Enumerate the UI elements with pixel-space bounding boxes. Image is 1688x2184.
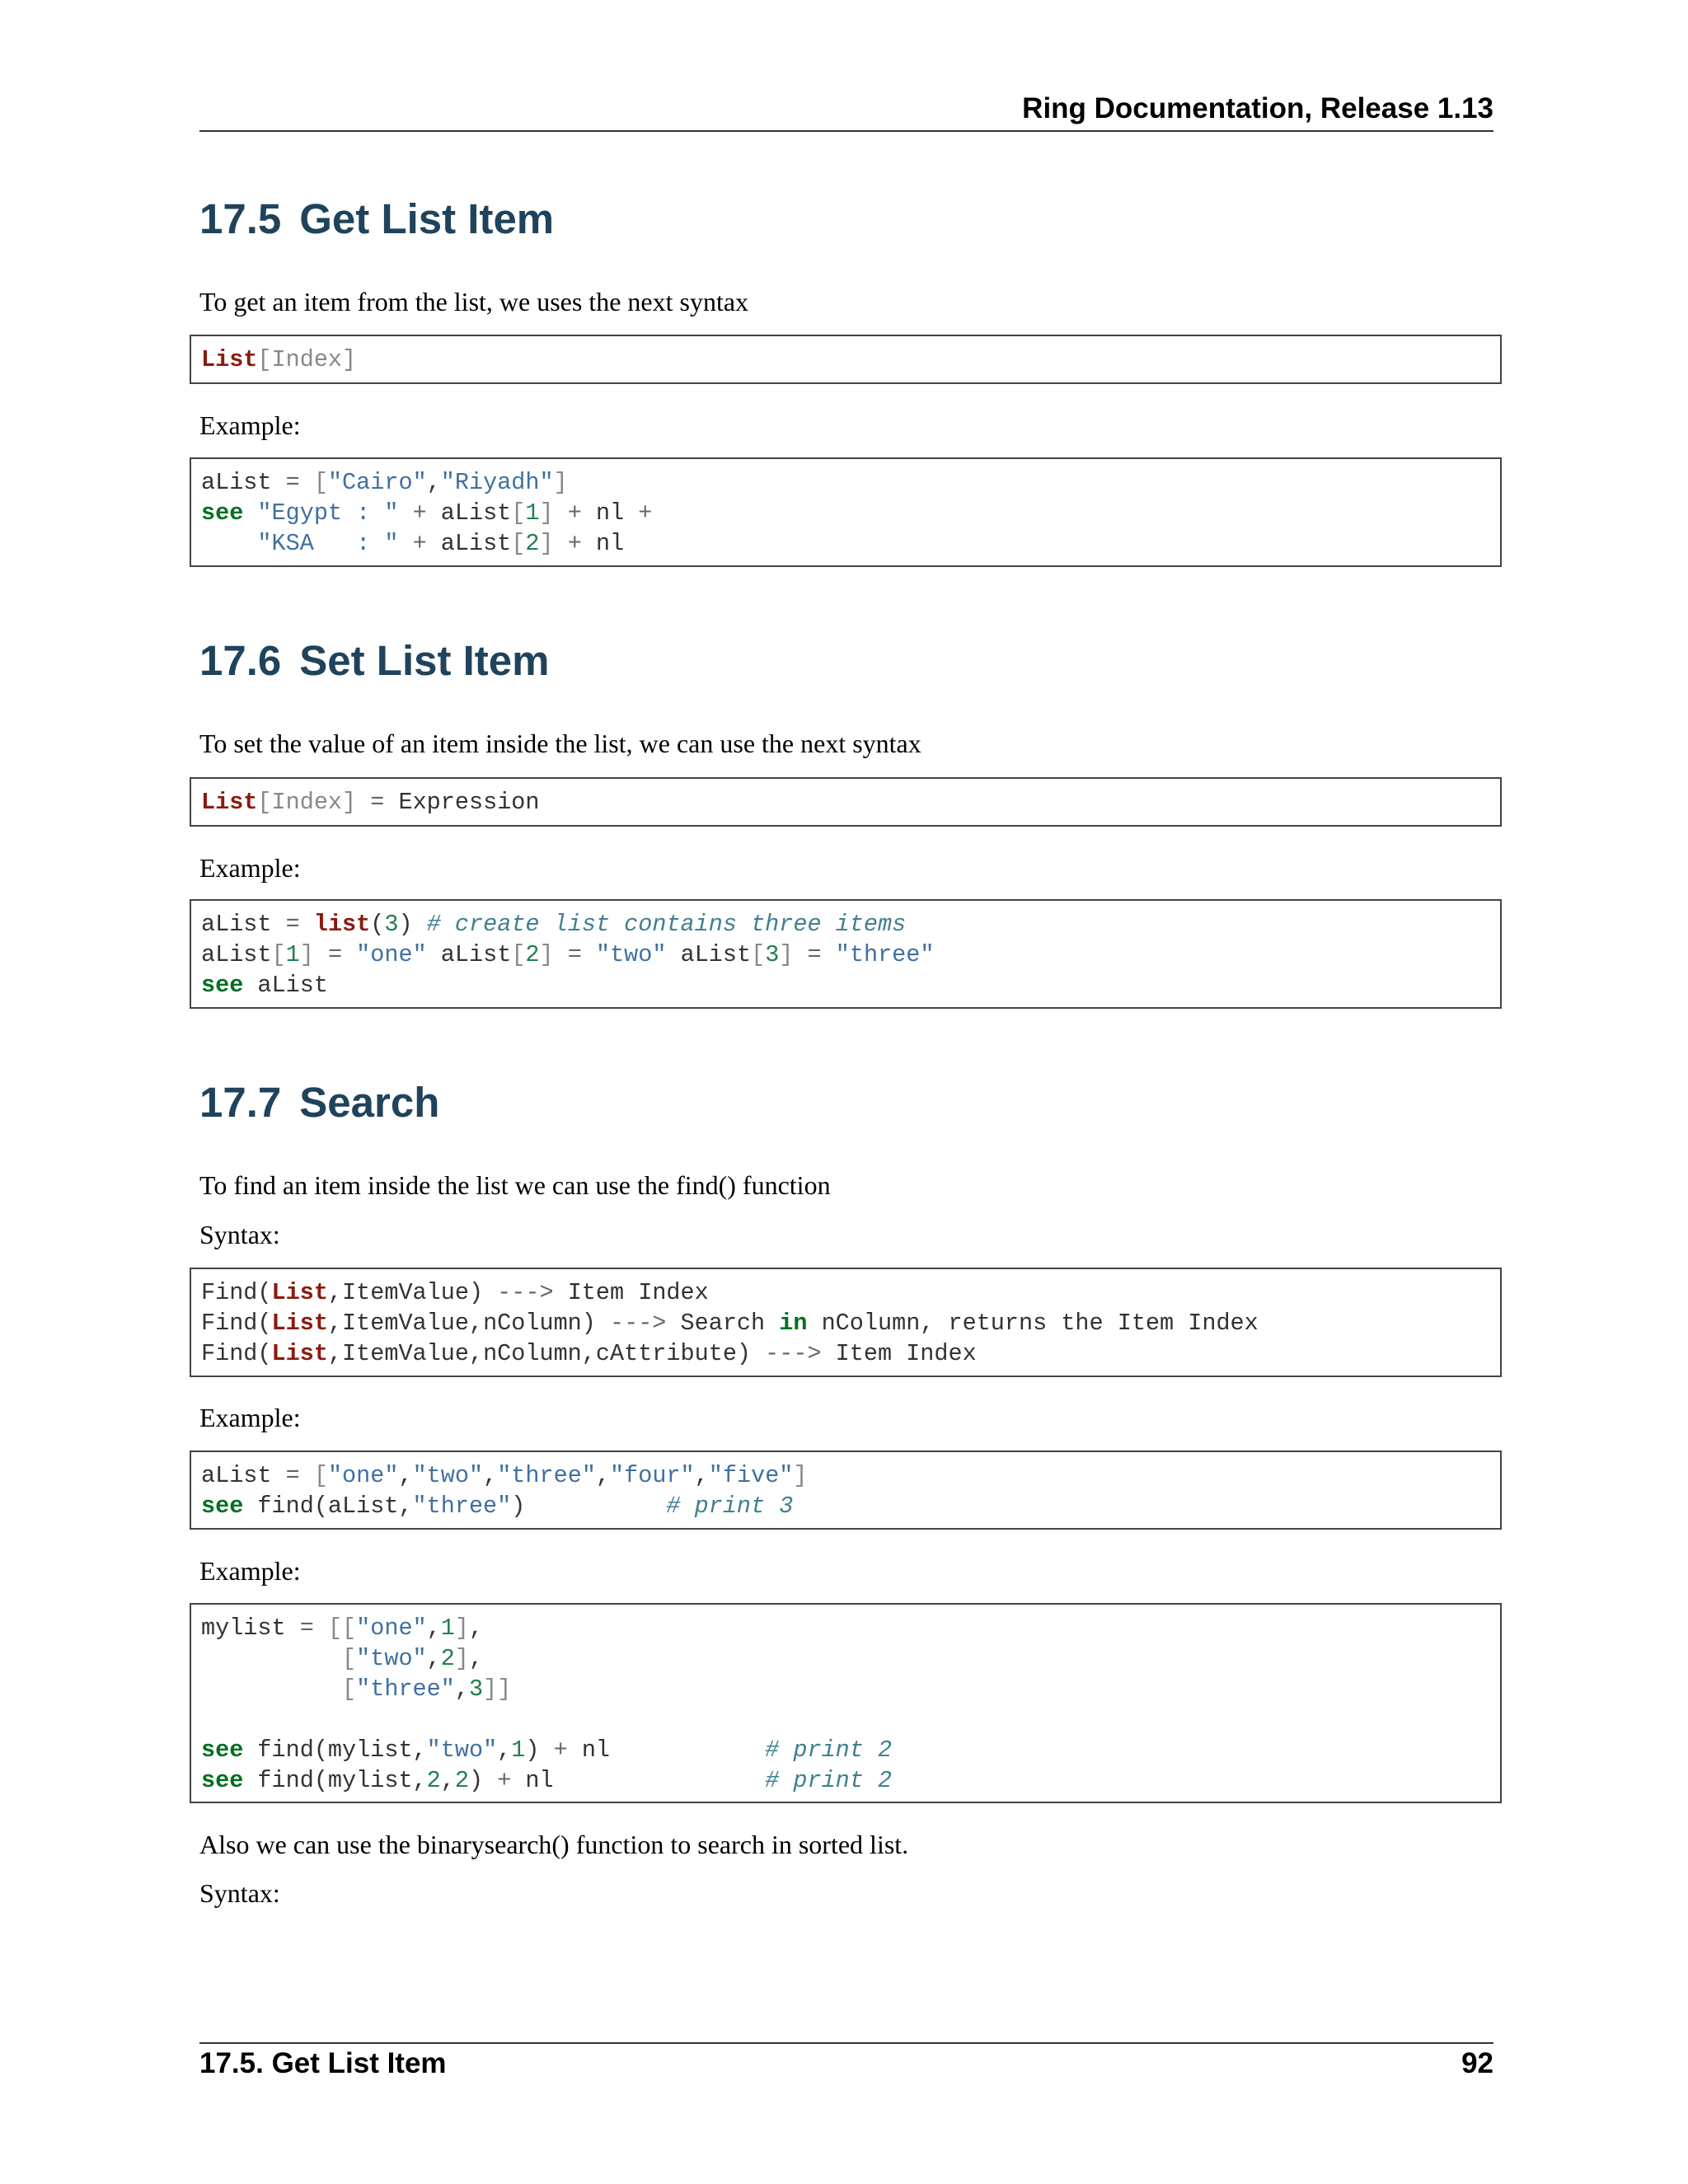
code-line	[201, 909, 1490, 940]
code-token-code-text: ,	[497, 1736, 512, 1764]
code-token-number: 3	[468, 1675, 484, 1703]
code-token-string: "three"	[835, 941, 935, 968]
code-token-code-text: Expression	[384, 789, 540, 816]
code-token-operator: +	[412, 530, 427, 557]
code-token-code-text: ,	[426, 1615, 441, 1642]
code-token-operator: =	[285, 911, 300, 938]
code-token-code-text: ,ItemValue)	[327, 1279, 498, 1306]
example-label: Example:	[199, 410, 301, 440]
code-line	[201, 467, 1490, 498]
code-token-number: 2	[525, 530, 540, 557]
code-token-code-text	[793, 941, 807, 968]
code-token-punctuation: [	[313, 1462, 328, 1489]
code-token-code-text	[300, 1462, 314, 1489]
code-token-string: "one"	[356, 1615, 427, 1642]
paragraph: To find an item inside the list we can use the find() function	[199, 1170, 831, 1200]
code-token-punctuation: [Index]	[257, 789, 357, 816]
header-rule	[199, 130, 1493, 132]
code-line	[201, 1277, 1490, 1308]
code-token-builtin: List	[201, 346, 258, 373]
code-token-code-text: find(aList,	[243, 1493, 413, 1520]
footer-rule	[199, 2042, 1493, 2044]
code-token-code-text: aList	[201, 1462, 286, 1489]
code-token-punctuation: ]	[539, 941, 554, 968]
code-token-code-text: ,	[426, 469, 441, 496]
code-token-operator: =	[285, 469, 300, 496]
code-token-operator: =	[285, 1462, 300, 1489]
code-token-punctuation: [	[271, 941, 286, 968]
code-line	[201, 970, 1490, 1001]
code-token-code-text: Find(	[201, 1279, 272, 1306]
code-token-code-text	[314, 1615, 328, 1642]
code-token-code-text: Item Index	[821, 1340, 977, 1367]
code-token-string: "one"	[356, 941, 427, 968]
code-token-code-text	[554, 530, 568, 557]
example-label: Example:	[199, 1556, 301, 1586]
code-token-code-text	[822, 941, 836, 968]
code-token-string: "three"	[412, 1493, 512, 1520]
running-footer-section: 17.5. Get List Item	[199, 2047, 447, 2079]
code-token-string: "four"	[610, 1462, 695, 1489]
code-token-punctuation: ]	[793, 1462, 808, 1489]
code-token-code-text	[243, 499, 257, 527]
code-token-code-text: aList	[426, 499, 512, 527]
code-token-builtin: List	[271, 1279, 328, 1306]
code-token-operator: +	[497, 1767, 512, 1794]
code-token-code-text: nl	[581, 530, 625, 557]
code-token-code-text	[398, 530, 412, 557]
code-line	[201, 1491, 1490, 1521]
code-token-keyword: see	[201, 1493, 244, 1520]
code-token-builtin: List	[201, 789, 258, 816]
code-token-operator: +	[553, 1736, 568, 1764]
code-token-operator: +	[567, 499, 582, 527]
code-token-punctuation: ]	[779, 941, 794, 968]
code-token-punctuation: ]	[539, 499, 554, 527]
code-line	[201, 528, 1490, 559]
code-token-code-text: ,	[454, 1675, 469, 1703]
example-label: Example:	[199, 1403, 301, 1432]
code-token-string: "three"	[497, 1462, 596, 1489]
code-token-comment: # print 2	[765, 1736, 893, 1764]
code-token-code-text: mylist	[201, 1615, 300, 1642]
code-token-code-text: aList	[666, 941, 752, 968]
code-line	[201, 1460, 1490, 1491]
code-token-number: 1	[285, 941, 300, 968]
paragraph: To get an item from the list, we uses the next syntax	[199, 287, 749, 316]
code-token-string: "two"	[595, 941, 667, 968]
code-token-code-text: nColumn, returns the Item Index	[807, 1310, 1259, 1337]
code-block-find-example-2	[190, 1603, 1502, 1803]
code-token-code-text	[582, 941, 596, 968]
code-line	[201, 940, 1490, 970]
paragraph: Also we can use the binarysearch() function to search in sorted list.	[199, 1830, 909, 1859]
code-line	[201, 1308, 1490, 1338]
code-token-punctuation: [Index]	[257, 346, 357, 373]
code-token-string: "three"	[356, 1675, 455, 1703]
code-token-punctuation: ]	[454, 1645, 469, 1672]
code-token-string: "two"	[412, 1462, 484, 1489]
code-token-number: 1	[511, 1736, 526, 1764]
code-token-operator: --->	[610, 1310, 667, 1337]
code-token-punctuation: ]	[539, 530, 554, 557]
syntax-label: Syntax:	[199, 1878, 280, 1908]
code-token-code-text: Search	[666, 1310, 780, 1337]
code-token-punctuation: ]	[553, 469, 568, 496]
code-token-code-text: ,	[398, 1462, 413, 1489]
code-block-get-syntax	[190, 335, 1502, 384]
code-token-number: 3	[765, 941, 780, 968]
section-title: Search	[299, 1079, 440, 1126]
code-token-code-text: (	[370, 911, 385, 938]
code-token-punctuation: ]	[299, 941, 314, 968]
code-token-string: "Riyadh"	[440, 469, 554, 496]
code-token-code-text: find(mylist,	[243, 1767, 427, 1794]
code-line	[201, 787, 1490, 818]
code-token-number: 3	[384, 911, 399, 938]
code-token-code-text	[356, 789, 370, 816]
code-block-find-syntax	[190, 1268, 1502, 1377]
code-token-code-text	[201, 530, 257, 557]
code-token-code-text: nl	[511, 1767, 766, 1794]
code-token-keyword: in	[779, 1310, 808, 1337]
code-token-operator: =	[299, 1615, 314, 1642]
code-token-string: "Cairo"	[327, 469, 427, 496]
code-token-string: "two"	[426, 1736, 498, 1764]
code-token-punctuation: [	[511, 530, 526, 557]
code-token-code-text: )	[468, 1767, 498, 1794]
code-token-builtin: list	[313, 911, 371, 938]
syntax-label: Syntax:	[199, 1220, 280, 1249]
code-token-punctuation: [	[342, 1645, 357, 1672]
code-token-code-text: aList	[426, 530, 512, 557]
code-token-code-text	[300, 469, 314, 496]
code-token-code-text	[342, 941, 356, 968]
page-number: 92	[1461, 2047, 1493, 2079]
code-token-operator: --->	[765, 1340, 822, 1367]
code-token-code-text: aList	[426, 941, 512, 968]
code-block-set-example	[190, 899, 1502, 1009]
code-token-code-text	[300, 911, 314, 938]
code-block-set-syntax	[190, 777, 1502, 827]
section-number: 17.5	[199, 195, 282, 242]
code-line	[201, 1643, 1490, 1674]
code-token-string: "one"	[327, 1462, 399, 1489]
code-token-code-text	[554, 499, 568, 527]
code-token-punctuation: [	[511, 941, 526, 968]
code-token-code-text: ,	[483, 1462, 498, 1489]
code-token-string: "KSA : "	[257, 530, 399, 557]
code-token-operator: +	[412, 499, 427, 527]
code-token-operator: --->	[497, 1279, 554, 1306]
code-token-code-text: aList	[201, 941, 272, 968]
code-token-builtin: List	[271, 1340, 328, 1367]
section-title: Get List Item	[299, 195, 555, 242]
code-token-operator: =	[807, 941, 822, 968]
code-token-code-text: nl	[581, 499, 639, 527]
code-token-punctuation: [	[751, 941, 766, 968]
code-token-code-text: Find(	[201, 1340, 272, 1367]
paragraph: To set the value of an item inside the list, we can use the next syntax	[199, 729, 921, 758]
code-token-code-text: ,ItemValue,nColumn,cAttribute)	[327, 1340, 766, 1367]
code-token-comment: # create list contains three items	[426, 911, 907, 938]
code-line	[201, 344, 1490, 375]
code-token-number: 2	[525, 941, 540, 968]
code-block-find-example-1	[190, 1451, 1502, 1530]
code-token-code-text: ,	[468, 1645, 484, 1672]
code-token-operator: =	[370, 789, 385, 816]
section-heading-search	[199, 1078, 439, 1127]
code-line	[201, 1704, 1490, 1735]
code-token-operator: +	[567, 530, 582, 557]
code-token-punctuation: [	[511, 499, 526, 527]
code-token-code-text	[314, 941, 328, 968]
code-token-number: 2	[440, 1645, 455, 1672]
code-line	[201, 1765, 1490, 1796]
code-token-code-text: ,	[440, 1767, 455, 1794]
code-token-punctuation: [	[342, 1675, 357, 1703]
code-token-string: "Egypt : "	[257, 499, 399, 527]
section-heading-set-list-item	[199, 636, 550, 685]
section-number: 17.6	[199, 637, 282, 684]
code-token-code-text: ,ItemValue,nColumn)	[327, 1310, 610, 1337]
code-token-comment: # print 2	[765, 1767, 893, 1794]
section-heading-get-list-item	[199, 194, 554, 243]
example-label: Example:	[199, 853, 301, 883]
code-token-operator: =	[327, 941, 343, 968]
code-token-code-text: ,	[694, 1462, 709, 1489]
code-line	[201, 1735, 1490, 1765]
code-token-code-text: ,	[469, 1615, 484, 1642]
code-line	[201, 1674, 1490, 1704]
running-header: Ring Documentation, Release 1.13	[1022, 92, 1493, 124]
code-line	[201, 498, 1490, 528]
code-token-code-text	[554, 941, 568, 968]
code-token-string: "five"	[708, 1462, 794, 1489]
code-token-code-text	[201, 1675, 342, 1703]
code-token-code-text: ,	[595, 1462, 611, 1489]
code-token-keyword: see	[201, 1736, 244, 1764]
code-token-operator: =	[567, 941, 582, 968]
code-token-string: "two"	[356, 1645, 427, 1672]
code-token-comment: # print 3	[666, 1493, 794, 1520]
code-token-code-text: )	[525, 1736, 554, 1764]
code-token-number: 2	[454, 1767, 469, 1794]
code-token-punctuation: [	[313, 469, 328, 496]
code-token-code-text	[201, 1645, 342, 1672]
code-token-code-text: find(mylist,	[243, 1736, 427, 1764]
code-block-get-example	[190, 457, 1502, 567]
code-token-code-text: aList	[243, 972, 328, 999]
code-line	[201, 1338, 1490, 1369]
code-token-keyword: see	[201, 499, 244, 527]
code-token-code-text	[398, 499, 412, 527]
code-token-code-text: aList	[201, 911, 286, 938]
code-line	[201, 1613, 1490, 1643]
code-token-code-text: )	[398, 911, 427, 938]
code-token-number: 2	[426, 1767, 441, 1794]
code-token-code-text: nl	[567, 1736, 766, 1764]
code-token-keyword: see	[201, 972, 244, 999]
code-token-builtin: List	[271, 1310, 328, 1337]
code-token-code-text: Find(	[201, 1310, 272, 1337]
code-token-code-text: aList	[201, 469, 286, 496]
code-token-code-text: Item Index	[553, 1279, 709, 1306]
code-token-punctuation: ]]	[483, 1675, 512, 1703]
code-token-keyword: see	[201, 1767, 244, 1794]
code-token-number: 1	[440, 1615, 455, 1642]
code-token-punctuation: [[	[327, 1615, 357, 1642]
section-title: Set List Item	[299, 637, 550, 684]
code-token-code-text: )	[511, 1493, 667, 1520]
code-token-code-text: ,	[426, 1645, 441, 1672]
section-number: 17.7	[199, 1079, 282, 1126]
code-token-punctuation: ]	[454, 1615, 470, 1642]
code-token-operator: +	[638, 499, 653, 527]
code-token-number: 1	[525, 499, 540, 527]
